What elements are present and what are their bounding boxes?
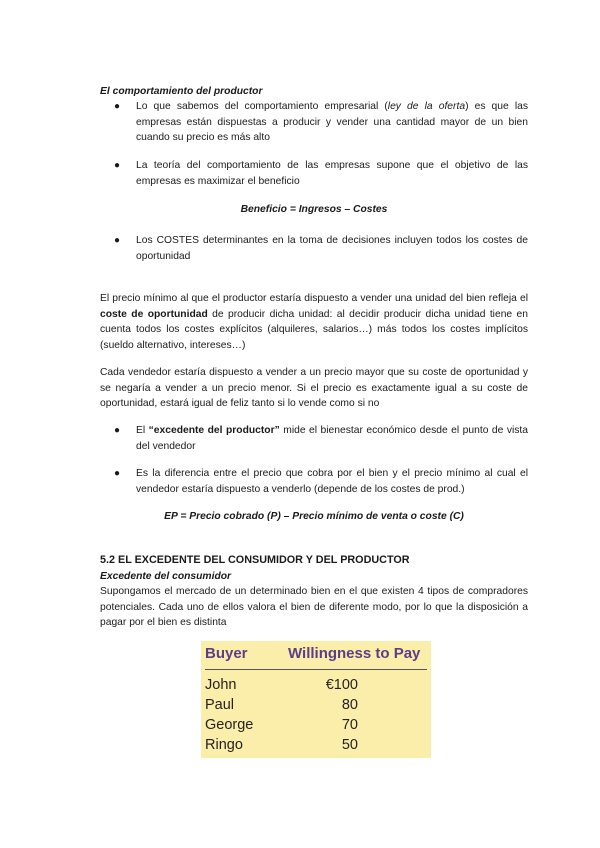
bullet-dot: ●: [114, 468, 121, 479]
bullet-excedente-productor: ● El “excedente del productor” mide el bienestar económico desde el punto de vista del vendedor: [114, 425, 528, 452]
formula-beneficio: Beneficio = Ingresos – Costes: [240, 204, 388, 215]
bullet-dot: ●: [114, 101, 121, 112]
bullet-dot: ●: [114, 425, 121, 436]
paragraph-precio-minimo: El precio mínimo al que el productor estaría dispuesto a vender una unidad del bien refleja el coste de oportunidad de producir dicha unidad: al decidir producir dicha unidad tiene en cuenta todos los costes explícitos (alquileres, salarios…) más todos los costes implícitos (sueldo alternativo, intereses…): [100, 293, 528, 351]
table-row: George 70: [205, 717, 358, 733]
bullet-ley-oferta: ● Lo que sabemos del comportamiento empresarial (ley de la oferta) es que las empresas están dispuestas a producir y vender una cantidad mayor de un bien cuando su precio es más alto: [114, 101, 529, 143]
section-title: El comportamiento del productor: [100, 86, 263, 97]
header-divider: [205, 669, 427, 670]
table-row: Ringo 50: [205, 737, 358, 753]
willingness-to-pay-table: [201, 641, 431, 758]
bullet-dot: ●: [114, 160, 121, 171]
column-header-willingness: Willingness to Pay: [288, 645, 421, 662]
bullet-costes: ● Los COSTES determinantes en la toma de decisiones incluyen todos los costes de oportunidad: [114, 235, 528, 262]
table-row: John €100: [205, 677, 358, 693]
bullet-diferencia-precio: ● Es la diferencia entre el precio que cobra por el bien y el precio mínimo al cual el vendedor estaría dispuesto a venderlo (depende de los costes de prod.): [114, 468, 528, 495]
table-row: Paul 80: [205, 697, 358, 713]
paragraph-vendedor: Cada vendedor estaría dispuesto a vender a un precio mayor que su coste de oportunidad y se negaría a vender a un precio menor. Si el precio es exactamente igual a su coste de oportunidad, estará igual de feliz tanto si lo vende como si no: [100, 367, 528, 409]
subheading-excedente-consumidor: Excedente del consumidor: [100, 571, 232, 582]
section-heading: 5.2 EL EXCEDENTE DEL CONSUMIDOR Y DEL PRODUCTOR: [100, 554, 410, 566]
bullet-dot: ●: [114, 235, 121, 246]
formula-excedente-productor: EP = Precio cobrado (P) – Precio mínimo de venta o coste (C): [164, 511, 464, 522]
paragraph-compradores: Supongamos el mercado de un determinado bien en el que existen 4 tipos de compradores potenciales. Cada uno de ellos valora el bien de diferente modo, por lo que la disposición a pagar por el bien es distinta: [100, 586, 528, 628]
column-header-buyer: Buyer: [205, 645, 248, 662]
table-header: [201, 641, 431, 671]
bullet-maximizar-beneficio: ● La teoría del comportamiento de las empresas supone que el objetivo de las empresas es maximizar el beneficio: [114, 160, 528, 187]
